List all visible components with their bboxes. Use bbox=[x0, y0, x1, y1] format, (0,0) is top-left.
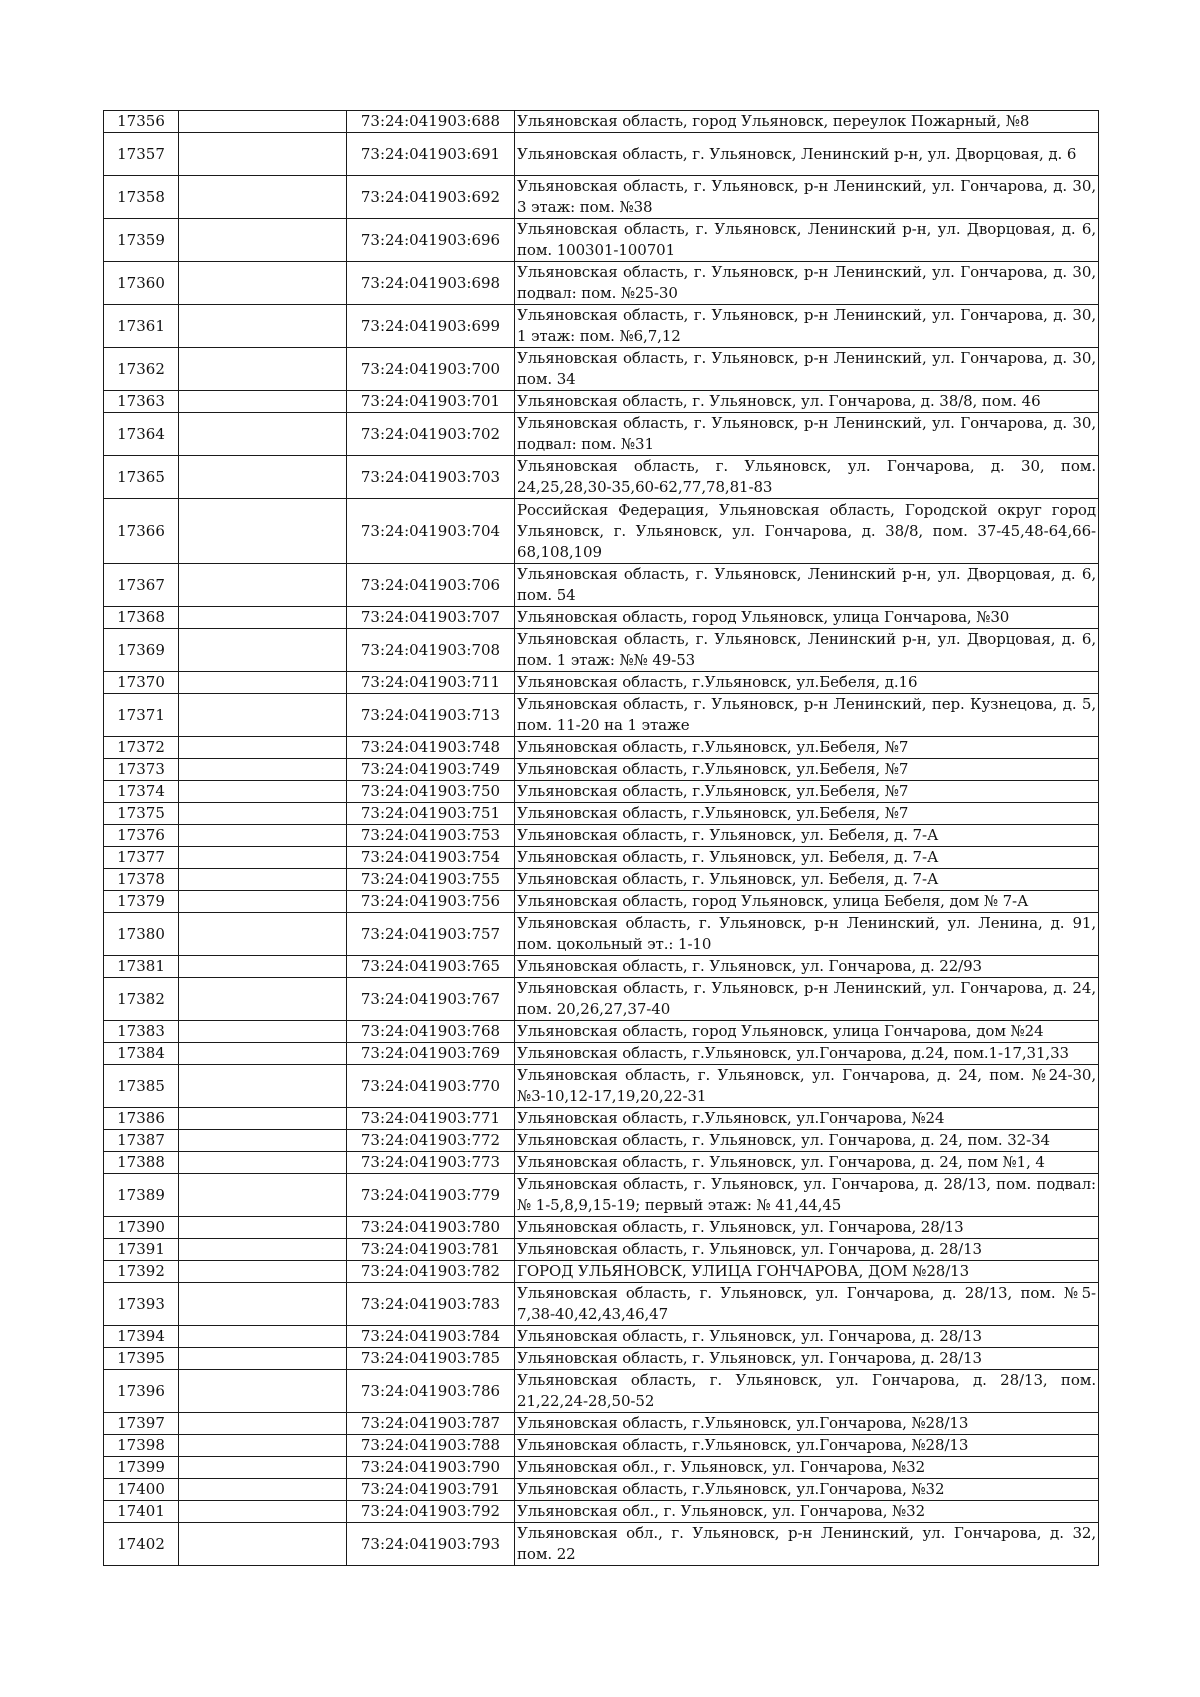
empty-cell bbox=[179, 348, 347, 391]
row-number: 17363 bbox=[104, 391, 179, 413]
table-row bbox=[104, 1174, 1099, 1217]
row-number: 17361 bbox=[104, 305, 179, 348]
cadastral-number: 73:24:041903:754 bbox=[347, 847, 515, 869]
address: Ульяновская область, г. Ульяновск, Ленинский р-н, ул. Дворцовая, д. 6, пом. 100301-100701 bbox=[515, 219, 1099, 262]
address: Ульяновская область, г. Ульяновск, ул. Гончарова, д. 28/13, пом. 21,22,24-28,50-52 bbox=[515, 1370, 1099, 1413]
address: Ульяновская область, г.Ульяновск, ул.Бебеля, №7 bbox=[515, 781, 1099, 803]
cadastral-number: 73:24:041903:755 bbox=[347, 869, 515, 891]
cadastral-number: 73:24:041903:757 bbox=[347, 913, 515, 956]
empty-cell bbox=[179, 759, 347, 781]
address: Ульяновская область, г. Ульяновск, ул. Гончарова, д. 38/8, пом. 46 bbox=[515, 391, 1099, 413]
table-row bbox=[104, 1021, 1099, 1043]
table-row bbox=[104, 847, 1099, 869]
address: Ульяновская область, г. Ульяновск, ул. Бебеля, д. 7-А bbox=[515, 847, 1099, 869]
table-row bbox=[104, 1326, 1099, 1348]
address: Ульяновская область, г.Ульяновск, ул.Бебеля, д.16 bbox=[515, 672, 1099, 694]
address: Ульяновская область, г. Ульяновск, р-н Ленинский, ул. Гончарова, д. 30, подвал: пом. №25-30 bbox=[515, 262, 1099, 305]
row-number: 17389 bbox=[104, 1174, 179, 1217]
address: Ульяновская область, г. Ульяновск, р-н Ленинский, ул. Гончарова, д. 24, пом. 20,26,27,37-40 bbox=[515, 978, 1099, 1021]
cadastral-number: 73:24:041903:783 bbox=[347, 1283, 515, 1326]
cadastral-number: 73:24:041903:699 bbox=[347, 305, 515, 348]
table-row bbox=[104, 1413, 1099, 1435]
table-row bbox=[104, 1239, 1099, 1261]
empty-cell bbox=[179, 956, 347, 978]
empty-cell bbox=[179, 413, 347, 456]
row-number: 17392 bbox=[104, 1261, 179, 1283]
address: Ульяновская область, г. Ульяновск, р-н Ленинский, ул. Гончарова, д. 30, 1 этаж: пом. №6,7,12 bbox=[515, 305, 1099, 348]
table-row bbox=[104, 1130, 1099, 1152]
table-row bbox=[104, 564, 1099, 607]
address: Ульяновская область, г.Ульяновск, ул.Гончарова, №28/13 bbox=[515, 1413, 1099, 1435]
table-row bbox=[104, 672, 1099, 694]
table-row bbox=[104, 737, 1099, 759]
cadastral-number: 73:24:041903:698 bbox=[347, 262, 515, 305]
address: Ульяновская область, г.Ульяновск, ул.Гончарова, №32 bbox=[515, 1479, 1099, 1501]
address: Ульяновская область, г. Ульяновск, р-н Ленинский, ул. Гончарова, д. 30, 3 этаж: пом. №38 bbox=[515, 176, 1099, 219]
row-number: 17374 bbox=[104, 781, 179, 803]
row-number: 17373 bbox=[104, 759, 179, 781]
cadastral-number: 73:24:041903:780 bbox=[347, 1217, 515, 1239]
cadastral-number: 73:24:041903:704 bbox=[347, 499, 515, 564]
row-number: 17398 bbox=[104, 1435, 179, 1457]
empty-cell bbox=[179, 803, 347, 825]
table-row bbox=[104, 1108, 1099, 1130]
row-number: 17380 bbox=[104, 913, 179, 956]
table-row bbox=[104, 1283, 1099, 1326]
cadastral-number: 73:24:041903:692 bbox=[347, 176, 515, 219]
empty-cell bbox=[179, 1370, 347, 1413]
cadastral-number: 73:24:041903:793 bbox=[347, 1523, 515, 1566]
address: Ульяновская область, г. Ульяновск, р-н Ленинский, ул. Гончарова, д. 30, подвал: пом. №31 bbox=[515, 413, 1099, 456]
table-row bbox=[104, 176, 1099, 219]
table-row bbox=[104, 413, 1099, 456]
address: Ульяновская область, г.Ульяновск, ул.Гончарова, №24 bbox=[515, 1108, 1099, 1130]
address: Ульяновская область, г. Ульяновск, р-н Ленинский, ул. Гончарова, д. 30, пом. 34 bbox=[515, 348, 1099, 391]
table-row bbox=[104, 219, 1099, 262]
cadastral-number: 73:24:041903:771 bbox=[347, 1108, 515, 1130]
address: Ульяновская обл., г. Ульяновск, ул. Гончарова, №32 bbox=[515, 1501, 1099, 1523]
address: Ульяновская область, г. Ульяновск, Ленинский р-н, ул. Дворцовая, д. 6, пом. 54 bbox=[515, 564, 1099, 607]
row-number: 17385 bbox=[104, 1065, 179, 1108]
empty-cell bbox=[179, 1152, 347, 1174]
cadastral-number: 73:24:041903:784 bbox=[347, 1326, 515, 1348]
cadastral-number: 73:24:041903:773 bbox=[347, 1152, 515, 1174]
address: Ульяновская область, город Ульяновск, переулок Пожарный, №8 bbox=[515, 111, 1099, 133]
table-row bbox=[104, 694, 1099, 737]
row-number: 17368 bbox=[104, 607, 179, 629]
table-row bbox=[104, 1261, 1099, 1283]
empty-cell bbox=[179, 219, 347, 262]
cadastral-number: 73:24:041903:711 bbox=[347, 672, 515, 694]
empty-cell bbox=[179, 1348, 347, 1370]
empty-cell bbox=[179, 456, 347, 499]
row-number: 17364 bbox=[104, 413, 179, 456]
address: Ульяновская обл., г. Ульяновск, ул. Гончарова, №32 bbox=[515, 1457, 1099, 1479]
row-number: 17390 bbox=[104, 1217, 179, 1239]
cadastral-number: 73:24:041903:779 bbox=[347, 1174, 515, 1217]
empty-cell bbox=[179, 1261, 347, 1283]
empty-cell bbox=[179, 305, 347, 348]
cadastral-number: 73:24:041903:707 bbox=[347, 607, 515, 629]
row-number: 17381 bbox=[104, 956, 179, 978]
empty-cell bbox=[179, 1043, 347, 1065]
table-row bbox=[104, 1501, 1099, 1523]
address: Ульяновская область, г. Ульяновск, Ленинский р-н, ул. Дворцовая, д. 6, пом. 1 этаж: №№ 49-53 bbox=[515, 629, 1099, 672]
row-number: 17365 bbox=[104, 456, 179, 499]
cadastral-number: 73:24:041903:753 bbox=[347, 825, 515, 847]
empty-cell bbox=[179, 1435, 347, 1457]
empty-cell bbox=[179, 869, 347, 891]
table-row bbox=[104, 111, 1099, 133]
empty-cell bbox=[179, 825, 347, 847]
cadastral-number: 73:24:041903:700 bbox=[347, 348, 515, 391]
empty-cell bbox=[179, 847, 347, 869]
table-body bbox=[104, 111, 1099, 1566]
empty-cell bbox=[179, 499, 347, 564]
row-number: 17358 bbox=[104, 176, 179, 219]
cadastral-number: 73:24:041903:790 bbox=[347, 1457, 515, 1479]
table-row bbox=[104, 499, 1099, 564]
empty-cell bbox=[179, 1065, 347, 1108]
row-number: 17401 bbox=[104, 1501, 179, 1523]
address: Ульяновская область, г. Ульяновск, ул. Бебеля, д. 7-А bbox=[515, 869, 1099, 891]
address: Ульяновская область, г. Ульяновск, ул. Гончарова, д. 28/13 bbox=[515, 1326, 1099, 1348]
address: Ульяновская область, город Ульяновск, улица Бебеля, дом № 7-А bbox=[515, 891, 1099, 913]
cadastral-number: 73:24:041903:688 bbox=[347, 111, 515, 133]
row-number: 17371 bbox=[104, 694, 179, 737]
empty-cell bbox=[179, 1326, 347, 1348]
table-row bbox=[104, 133, 1099, 176]
row-number: 17400 bbox=[104, 1479, 179, 1501]
cadastral-number: 73:24:041903:756 bbox=[347, 891, 515, 913]
cadastral-number: 73:24:041903:785 bbox=[347, 1348, 515, 1370]
empty-cell bbox=[179, 111, 347, 133]
cadastral-number: 73:24:041903:708 bbox=[347, 629, 515, 672]
empty-cell bbox=[179, 391, 347, 413]
row-number: 17360 bbox=[104, 262, 179, 305]
address: Ульяновская область, г.Ульяновск, ул.Гончарова, №28/13 bbox=[515, 1435, 1099, 1457]
table-row bbox=[104, 1523, 1099, 1566]
address: Ульяновская область, г. Ульяновск, ул. Гончарова, д. 28/13, пом. №5-7,38-40,42,43,46,47 bbox=[515, 1283, 1099, 1326]
cadastral-number: 73:24:041903:749 bbox=[347, 759, 515, 781]
cadastral-number: 73:24:041903:782 bbox=[347, 1261, 515, 1283]
address: Российская Федерация, Ульяновская область, Городской округ город Ульяновск, г. Ульяновск, ул. Гончарова, д. 38/8, пом. 37-45,48-64,66-68,108,109 bbox=[515, 499, 1099, 564]
table-row bbox=[104, 1479, 1099, 1501]
empty-cell bbox=[179, 1021, 347, 1043]
empty-cell bbox=[179, 1108, 347, 1130]
empty-cell bbox=[179, 913, 347, 956]
table-row bbox=[104, 759, 1099, 781]
cadastral-number: 73:24:041903:765 bbox=[347, 956, 515, 978]
row-number: 17394 bbox=[104, 1326, 179, 1348]
table-row bbox=[104, 1065, 1099, 1108]
empty-cell bbox=[179, 564, 347, 607]
cadastral-number: 73:24:041903:767 bbox=[347, 978, 515, 1021]
cadastral-number: 73:24:041903:791 bbox=[347, 1479, 515, 1501]
table-row bbox=[104, 913, 1099, 956]
row-number: 17384 bbox=[104, 1043, 179, 1065]
empty-cell bbox=[179, 1457, 347, 1479]
table-row bbox=[104, 825, 1099, 847]
cadastral-number: 73:24:041903:696 bbox=[347, 219, 515, 262]
table-row bbox=[104, 1457, 1099, 1479]
address: Ульяновская область, г. Ульяновск, ул. Бебеля, д. 7-А bbox=[515, 825, 1099, 847]
row-number: 17388 bbox=[104, 1152, 179, 1174]
cadastral-number: 73:24:041903:781 bbox=[347, 1239, 515, 1261]
row-number: 17402 bbox=[104, 1523, 179, 1566]
address: Ульяновская область, г. Ульяновск, Ленинский р-н, ул. Дворцовая, д. 6 bbox=[515, 133, 1099, 176]
row-number: 17383 bbox=[104, 1021, 179, 1043]
empty-cell bbox=[179, 978, 347, 1021]
row-number: 17391 bbox=[104, 1239, 179, 1261]
row-number: 17393 bbox=[104, 1283, 179, 1326]
empty-cell bbox=[179, 1174, 347, 1217]
table-row bbox=[104, 1348, 1099, 1370]
table-row bbox=[104, 891, 1099, 913]
table-row bbox=[104, 1217, 1099, 1239]
address: Ульяновская область, город Ульяновск, улица Гончарова, №30 bbox=[515, 607, 1099, 629]
empty-cell bbox=[179, 607, 347, 629]
address: Ульяновская область, г. Ульяновск, ул. Гончарова, д. 28/13, пом. подвал: № 1-5,8,9,15-19; первый этаж: № 41,44,45 bbox=[515, 1174, 1099, 1217]
cadastral-number: 73:24:041903:713 bbox=[347, 694, 515, 737]
cadastral-number: 73:24:041903:750 bbox=[347, 781, 515, 803]
empty-cell bbox=[179, 133, 347, 176]
empty-cell bbox=[179, 1501, 347, 1523]
cadastral-number: 73:24:041903:751 bbox=[347, 803, 515, 825]
table-row bbox=[104, 305, 1099, 348]
address: Ульяновская область, г.Ульяновск, ул.Бебеля, №7 bbox=[515, 737, 1099, 759]
address: Ульяновская область, г.Ульяновск, ул.Гончарова, д.24, пом.1-17,31,33 bbox=[515, 1043, 1099, 1065]
row-number: 17387 bbox=[104, 1130, 179, 1152]
empty-cell bbox=[179, 1130, 347, 1152]
row-number: 17369 bbox=[104, 629, 179, 672]
cadastral-number: 73:24:041903:770 bbox=[347, 1065, 515, 1108]
cadastral-number: 73:24:041903:772 bbox=[347, 1130, 515, 1152]
table-row bbox=[104, 391, 1099, 413]
cadastral-number: 73:24:041903:748 bbox=[347, 737, 515, 759]
cadastral-number: 73:24:041903:768 bbox=[347, 1021, 515, 1043]
cadastral-number: 73:24:041903:691 bbox=[347, 133, 515, 176]
address: Ульяновская область, г.Ульяновск, ул.Бебеля, №7 bbox=[515, 759, 1099, 781]
cadastral-number: 73:24:041903:706 bbox=[347, 564, 515, 607]
table-row bbox=[104, 1152, 1099, 1174]
row-number: 17377 bbox=[104, 847, 179, 869]
empty-cell bbox=[179, 1479, 347, 1501]
table-row bbox=[104, 869, 1099, 891]
row-number: 17359 bbox=[104, 219, 179, 262]
table-row bbox=[104, 629, 1099, 672]
address: Ульяновская область, г. Ульяновск, ул. Гончарова, д. 22/93 bbox=[515, 956, 1099, 978]
row-number: 17382 bbox=[104, 978, 179, 1021]
table-row bbox=[104, 262, 1099, 305]
row-number: 17370 bbox=[104, 672, 179, 694]
address: ГОРОД УЛЬЯНОВСК, УЛИЦА ГОНЧАРОВА, ДОМ №28/13 bbox=[515, 1261, 1099, 1283]
empty-cell bbox=[179, 737, 347, 759]
table-row bbox=[104, 456, 1099, 499]
address: Ульяновская область, г. Ульяновск, ул. Гончарова, д. 24, пом №1, 4 bbox=[515, 1152, 1099, 1174]
address: Ульяновская область, г. Ульяновск, ул. Гончарова, д. 28/13 bbox=[515, 1348, 1099, 1370]
row-number: 17395 bbox=[104, 1348, 179, 1370]
address: Ульяновская область, г. Ульяновск, р-н Ленинский, ул. Ленина, д. 91, пом. цокольный эт.: 1-10 bbox=[515, 913, 1099, 956]
row-number: 17399 bbox=[104, 1457, 179, 1479]
row-number: 17375 bbox=[104, 803, 179, 825]
empty-cell bbox=[179, 694, 347, 737]
empty-cell bbox=[179, 176, 347, 219]
address: Ульяновская область, г. Ульяновск, ул. Гончарова, д. 30, пом. 24,25,28,30-35,60-62,77,78,81-83 bbox=[515, 456, 1099, 499]
row-number: 17386 bbox=[104, 1108, 179, 1130]
cadastral-number: 73:24:041903:786 bbox=[347, 1370, 515, 1413]
row-number: 17376 bbox=[104, 825, 179, 847]
address: Ульяновская область, город Ульяновск, улица Гончарова, дом №24 bbox=[515, 1021, 1099, 1043]
row-number: 17356 bbox=[104, 111, 179, 133]
empty-cell bbox=[179, 1413, 347, 1435]
address: Ульяновская область, г. Ульяновск, ул. Гончарова, д. 28/13 bbox=[515, 1239, 1099, 1261]
empty-cell bbox=[179, 629, 347, 672]
empty-cell bbox=[179, 1283, 347, 1326]
row-number: 17379 bbox=[104, 891, 179, 913]
table-row bbox=[104, 348, 1099, 391]
row-number: 17362 bbox=[104, 348, 179, 391]
table-row bbox=[104, 607, 1099, 629]
table-row bbox=[104, 1435, 1099, 1457]
row-number: 17372 bbox=[104, 737, 179, 759]
empty-cell bbox=[179, 891, 347, 913]
row-number: 17367 bbox=[104, 564, 179, 607]
cadastral-number: 73:24:041903:792 bbox=[347, 1501, 515, 1523]
empty-cell bbox=[179, 1523, 347, 1566]
property-registry-table bbox=[103, 110, 1099, 1566]
address: Ульяновская область, г. Ульяновск, ул. Гончарова, д. 24, пом. №24-30, №3-10,12-17,19,20,22-31 bbox=[515, 1065, 1099, 1108]
row-number: 17378 bbox=[104, 869, 179, 891]
empty-cell bbox=[179, 672, 347, 694]
cadastral-number: 73:24:041903:788 bbox=[347, 1435, 515, 1457]
empty-cell bbox=[179, 1217, 347, 1239]
address: Ульяновская область, г. Ульяновск, ул. Гончарова, д. 24, пом. 32-34 bbox=[515, 1130, 1099, 1152]
table-row bbox=[104, 781, 1099, 803]
table-row bbox=[104, 978, 1099, 1021]
address: Ульяновская область, г. Ульяновск, ул. Гончарова, 28/13 bbox=[515, 1217, 1099, 1239]
address: Ульяновская область, г.Ульяновск, ул.Бебеля, №7 bbox=[515, 803, 1099, 825]
cadastral-number: 73:24:041903:702 bbox=[347, 413, 515, 456]
table-row bbox=[104, 1370, 1099, 1413]
row-number: 17396 bbox=[104, 1370, 179, 1413]
address: Ульяновская обл., г. Ульяновск, р-н Ленинский, ул. Гончарова, д. 32, пом. 22 bbox=[515, 1523, 1099, 1566]
empty-cell bbox=[179, 1239, 347, 1261]
row-number: 17397 bbox=[104, 1413, 179, 1435]
address: Ульяновская область, г. Ульяновск, р-н Ленинский, пер. Кузнецова, д. 5, пом. 11-20 на 1 этаже bbox=[515, 694, 1099, 737]
row-number: 17357 bbox=[104, 133, 179, 176]
empty-cell bbox=[179, 262, 347, 305]
table-row bbox=[104, 1043, 1099, 1065]
cadastral-number: 73:24:041903:787 bbox=[347, 1413, 515, 1435]
cadastral-number: 73:24:041903:701 bbox=[347, 391, 515, 413]
table-row bbox=[104, 803, 1099, 825]
empty-cell bbox=[179, 781, 347, 803]
table-row bbox=[104, 956, 1099, 978]
row-number: 17366 bbox=[104, 499, 179, 564]
cadastral-number: 73:24:041903:769 bbox=[347, 1043, 515, 1065]
cadastral-number: 73:24:041903:703 bbox=[347, 456, 515, 499]
